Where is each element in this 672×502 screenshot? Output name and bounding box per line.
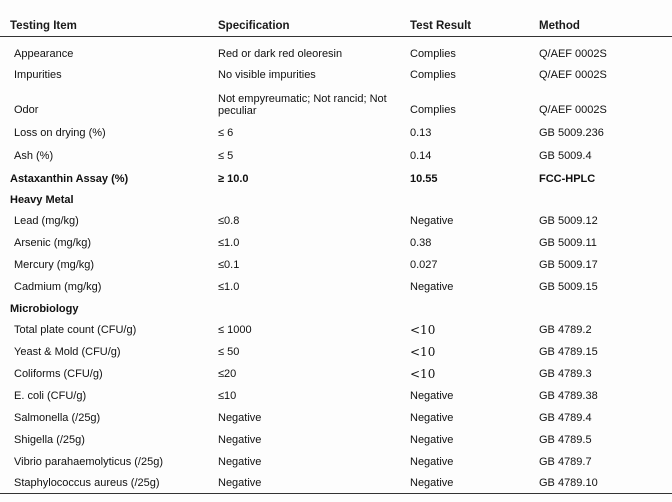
- cell-method: GB 5009.236: [539, 127, 604, 139]
- cell-test-result: Negative: [410, 215, 454, 227]
- cell-testing-item: Appearance: [14, 48, 74, 60]
- table-row: [0, 92, 672, 122]
- cell-testing-item: Lead (mg/kg): [14, 215, 79, 227]
- cell-method: GB 4789.3: [539, 368, 592, 380]
- table-row: [0, 341, 672, 363]
- header-testing-item: Testing Item: [10, 20, 77, 32]
- cell-specification: ≤ 6: [218, 127, 234, 139]
- cell-test-result: <10: [410, 345, 436, 359]
- cell-specification: ≤20: [218, 368, 237, 380]
- cell-testing-item: Coliforms (CFU/g): [14, 368, 103, 380]
- cell-test-result: 0.027: [410, 259, 438, 271]
- table-header: [0, 0, 672, 37]
- cell-specification: ≤0.8: [218, 215, 240, 227]
- cell-testing-item: Staphylococcus aureus (/25g): [14, 477, 160, 489]
- cell-test-result: Negative: [410, 434, 454, 446]
- cell-method: GB 4789.15: [539, 346, 598, 358]
- cell-testing-item: Impurities: [14, 69, 62, 81]
- cell-testing-item: Shigella (/25g): [14, 434, 85, 446]
- cell-method: GB 4789.7: [539, 456, 592, 468]
- cell-method: GB 5009.15: [539, 281, 598, 293]
- cell-test-result: Negative: [410, 456, 454, 468]
- cell-specification: ≤ 50: [218, 346, 240, 358]
- cell-test-result: 0.13: [410, 127, 432, 139]
- cell-specification: Not empyreumatic; Not rancid; Not peculiar: [218, 93, 387, 117]
- table-row: [0, 210, 672, 232]
- cell-testing-item: Vibrio parahaemolyticus (/25g): [14, 456, 163, 468]
- header-test-result: Test Result: [410, 20, 472, 32]
- cell-method: GB 4789.10: [539, 477, 598, 489]
- cell-method: GB 5009.4: [539, 150, 592, 162]
- cell-test-result: 10.55: [410, 173, 438, 185]
- cell-method: FCC-HPLC: [539, 173, 596, 185]
- cell-method: GB 5009.17: [539, 259, 598, 271]
- cell-testing-item: Salmonella (/25g): [14, 412, 101, 424]
- table-bottom-rule: [0, 493, 672, 494]
- cell-test-result: <10: [410, 323, 436, 337]
- table-row: [0, 122, 672, 144]
- cell-testing-item: Ash (%): [14, 150, 54, 162]
- section-heading-row: [0, 298, 672, 320]
- cell-specification: ≤ 5: [218, 150, 234, 162]
- table-row: [0, 363, 672, 385]
- cell-specification: Negative: [218, 456, 262, 468]
- cell-specification: ≤1.0: [218, 281, 240, 293]
- cell-specification: Negative: [218, 412, 262, 424]
- table-row: [0, 407, 672, 429]
- cell-method: GB 5009.11: [539, 237, 597, 249]
- cell-method: GB 4789.5: [539, 434, 592, 446]
- table-row: [0, 232, 672, 254]
- cell-test-result: Negative: [410, 281, 454, 293]
- cell-method: GB 4789.4: [539, 412, 592, 424]
- section-heading-row: [0, 189, 672, 211]
- table-row: [0, 451, 672, 473]
- cell-method: GB 4789.38: [539, 390, 598, 402]
- table-row: [0, 472, 672, 494]
- table-row: [0, 145, 672, 167]
- cell-method: GB 5009.12: [539, 215, 598, 227]
- cell-test-result: 0.38: [410, 237, 432, 249]
- cell-testing-item: E. coli (CFU/g): [14, 390, 87, 402]
- table-row: [0, 64, 672, 86]
- cell-method: Q/AEF 0002S: [539, 104, 607, 116]
- cell-test-result: Complies: [410, 48, 456, 60]
- cell-specification: ≤10: [218, 390, 237, 402]
- cell-test-result: 0.14: [410, 150, 432, 162]
- cell-testing-item: Loss on drying (%): [14, 127, 106, 139]
- table-row: [0, 43, 672, 65]
- section-heading-heavy-metal: Heavy Metal: [10, 194, 74, 206]
- cell-method: GB 4789.2: [539, 324, 592, 336]
- header-specification: Specification: [218, 20, 290, 32]
- cell-method: Q/AEF 0002S: [539, 69, 607, 81]
- cell-specification: Red or dark red oleoresin: [218, 48, 343, 60]
- table-row: [0, 254, 672, 276]
- cell-testing-item: Mercury (mg/kg): [14, 259, 95, 271]
- cell-test-result: Negative: [410, 390, 454, 402]
- cell-specification: ≥ 10.0: [218, 173, 249, 185]
- cell-test-result: Negative: [410, 477, 454, 489]
- cell-testing-item: Arsenic (mg/kg): [14, 237, 92, 249]
- cell-test-result: Complies: [410, 104, 456, 116]
- cell-specification: ≤0.1: [218, 259, 240, 271]
- cell-testing-item: Astaxanthin Assay (%): [10, 173, 129, 185]
- cell-testing-item: Cadmium (mg/kg): [14, 281, 102, 293]
- cell-testing-item: Total plate count (CFU/g): [14, 324, 137, 336]
- cell-specification: ≤ 1000: [218, 324, 252, 336]
- cell-testing-item: Odor: [14, 104, 39, 116]
- table-row: [0, 168, 672, 190]
- table-row: [0, 429, 672, 451]
- cell-specification: No visible impurities: [218, 69, 316, 81]
- table-row: [0, 276, 672, 298]
- table-row: [0, 319, 672, 341]
- header-method: Method: [539, 20, 580, 32]
- section-heading-microbiology: Microbiology: [10, 303, 79, 315]
- cell-specification: ≤1.0: [218, 237, 240, 249]
- cell-testing-item: Yeast & Mold (CFU/g): [14, 346, 121, 358]
- cell-specification: Negative: [218, 434, 262, 446]
- cell-test-result: Complies: [410, 69, 456, 81]
- table-row: [0, 385, 672, 407]
- cell-test-result: <10: [410, 367, 436, 381]
- cell-method: Q/AEF 0002S: [539, 48, 607, 60]
- cell-test-result: Negative: [410, 412, 454, 424]
- cell-specification: Negative: [218, 477, 262, 489]
